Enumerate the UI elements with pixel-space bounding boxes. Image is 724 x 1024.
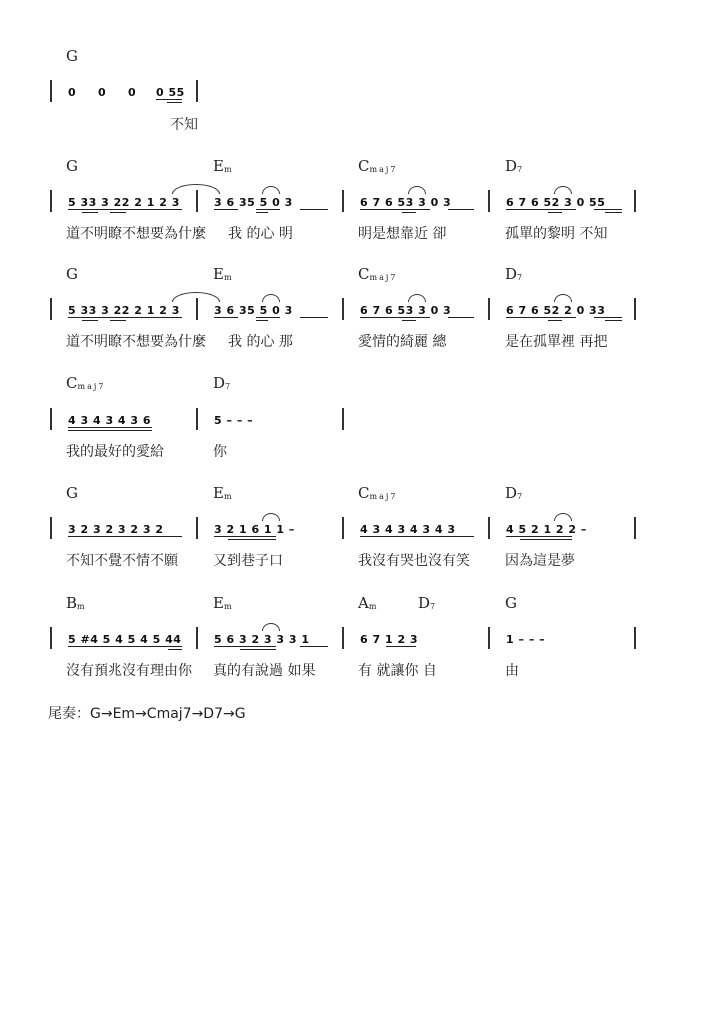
intro-lyric: 不知: [170, 117, 198, 133]
measure-notes: 5 33 3 22 2 1 2 3: [68, 304, 180, 317]
chord-quality: 7: [517, 492, 525, 501]
chord-label: [66, 157, 78, 175]
bar-line: [50, 627, 52, 649]
lyric-line: 明是想靠近 卻: [358, 226, 447, 242]
chord-quality: 7: [225, 382, 233, 391]
measure-notes: 6 7 6 52 2 0 33: [506, 304, 606, 317]
beam: [300, 209, 328, 210]
bar-line: [196, 627, 198, 649]
lyric-line: 沒有預兆沒有理由你: [66, 663, 192, 679]
chord-label: [358, 157, 397, 175]
bar-line: [488, 517, 490, 539]
tie-arc: [408, 294, 426, 302]
intro-note: 0: [98, 86, 107, 99]
measure-notes: 6 7 6 53 3 0 3: [360, 196, 452, 209]
chord-label: [213, 157, 234, 175]
lyric-line: 我 的心 明: [228, 226, 293, 242]
lyric-line: 孤單的黎明 不知: [505, 226, 608, 242]
intro-note: 0: [128, 86, 137, 99]
chord-root: D: [213, 374, 226, 392]
measure-notes: 4 3 4 3 4 3 4 3: [360, 523, 456, 536]
chord-label: [66, 594, 87, 612]
beam: [594, 317, 622, 318]
chord-root: G: [505, 594, 517, 612]
outro-line: 尾奏：G→Em→Cmaj7→D7→G: [48, 706, 246, 722]
chord-root: D: [505, 265, 518, 283]
bar-line: [488, 627, 490, 649]
chord-quality: m: [223, 165, 234, 174]
beam: [156, 99, 182, 100]
chord-label: [213, 374, 232, 392]
tie-arc: [262, 294, 280, 302]
bar-line: [342, 517, 344, 539]
chord-label: [66, 47, 78, 65]
beam: [214, 317, 238, 318]
bar-line: [342, 190, 344, 212]
chord-label: [213, 265, 234, 283]
tie-arc: [262, 623, 280, 631]
measure-notes: 4 5 2 1 2 2 –: [506, 523, 587, 536]
chord-root: E: [213, 265, 224, 283]
bar-line: [488, 298, 490, 320]
chord-quality: m: [368, 602, 379, 611]
chord-label: [213, 594, 234, 612]
bar-line: [50, 190, 52, 212]
beam: [82, 212, 98, 213]
bar-line: [196, 80, 198, 102]
beam: [68, 427, 152, 428]
chord-label: [358, 265, 397, 283]
bar-line: [488, 190, 490, 212]
bar-line: [634, 190, 636, 212]
measure-notes: 5 33 3 22 2 1 2 3: [68, 196, 180, 209]
beam: [68, 536, 182, 537]
measure-notes: 5 6 3 2 3 3 3 1: [214, 633, 310, 646]
lyric-line: 道不明瞭不想要為什麼: [66, 226, 206, 242]
beam: [402, 320, 416, 321]
chord-label: [505, 157, 524, 175]
chord-root: E: [213, 157, 224, 175]
beam: [168, 649, 182, 650]
lyric-line: 不知不覺不情不願: [66, 553, 178, 569]
lyric-line: 是在孤單裡 再把: [505, 334, 608, 350]
bar-line: [50, 517, 52, 539]
beam: [300, 317, 328, 318]
beam: [402, 212, 416, 213]
measure-notes: 5 – – –: [214, 414, 254, 427]
beam: [548, 212, 562, 213]
beam: [167, 102, 182, 103]
beam: [68, 430, 152, 431]
lyric-line: 有 就讓你 自: [358, 663, 437, 679]
lyric-line: 真的有說過 如果: [213, 663, 316, 679]
beam: [506, 536, 572, 537]
beam: [605, 320, 622, 321]
beam: [82, 320, 98, 321]
lyric-line: 我的最好的愛給: [66, 444, 164, 460]
bar-line: [342, 408, 344, 430]
beam: [256, 320, 268, 321]
beam: [68, 646, 182, 647]
beam: [256, 212, 268, 213]
tie-arc: [262, 513, 280, 521]
beam: [110, 320, 126, 321]
chord-quality: m: [223, 602, 234, 611]
beam: [214, 536, 276, 537]
chord-quality: maj7: [77, 382, 106, 391]
chord-root: G: [66, 157, 78, 175]
measure-notes: 6 7 1 2 3: [360, 633, 419, 646]
bar-line: [634, 298, 636, 320]
beam: [300, 646, 328, 647]
chord-root: D: [505, 157, 518, 175]
chord-root: G: [66, 47, 78, 65]
bar-line: [342, 298, 344, 320]
chord-root: A: [358, 594, 369, 612]
chord-root: E: [213, 484, 224, 502]
beam: [360, 536, 474, 537]
chord-root: C: [358, 484, 370, 502]
chord-root: G: [66, 265, 78, 283]
chord-root: C: [358, 157, 370, 175]
chord-quality: 7: [430, 602, 438, 611]
lyric-line: 我沒有哭也沒有笑: [358, 553, 470, 569]
measure-notes: 6 7 6 53 3 0 3: [360, 304, 452, 317]
chord-label: [505, 484, 524, 502]
chord-label: [358, 594, 378, 612]
chord-root: C: [66, 374, 78, 392]
measure-notes: 3 2 1 6 1 1 –: [214, 523, 295, 536]
beam: [214, 646, 276, 647]
beam: [110, 212, 126, 213]
chord-label: [66, 374, 105, 392]
chord-quality: maj7: [369, 492, 398, 501]
tie-arc: [172, 184, 220, 194]
beam: [506, 317, 576, 318]
lyric-line: 道不明瞭不想要為什麼: [66, 334, 206, 350]
tie-arc: [262, 186, 280, 194]
chord-label: [505, 594, 517, 612]
beam: [594, 209, 622, 210]
bar-line: [50, 298, 52, 320]
chord-quality: maj7: [369, 273, 398, 282]
beam: [68, 209, 182, 210]
tie-arc: [408, 186, 426, 194]
lyric-line: 愛情的綺麗 總: [358, 334, 447, 350]
tie-arc: [554, 186, 572, 194]
beam: [548, 320, 562, 321]
measure-notes: 5 #4 5 4 5 4 5 44: [68, 633, 182, 646]
chord-root: C: [358, 265, 370, 283]
beam: [228, 539, 276, 540]
chord-quality: 7: [517, 273, 525, 282]
measure-notes: 4 3 4 3 4 3 6: [68, 414, 152, 427]
lyric-line: 我 的心 那: [228, 334, 293, 350]
chord-label: [66, 484, 78, 502]
lyric-line: 由: [505, 663, 519, 679]
beam: [214, 209, 238, 210]
intro-note: 0 55: [156, 86, 185, 99]
beam: [360, 317, 430, 318]
chord-root: B: [66, 594, 78, 612]
lyric-line: 因為這是夢: [505, 553, 575, 569]
chord-label: [66, 265, 78, 283]
chord-quality: maj7: [369, 165, 398, 174]
bar-line: [50, 80, 52, 102]
beam: [256, 317, 280, 318]
beam: [386, 646, 416, 647]
bar-line: [50, 408, 52, 430]
beam: [448, 209, 474, 210]
beam: [360, 209, 430, 210]
lyric-line: 又到巷子口: [213, 553, 283, 569]
measure-notes: 1 – – –: [506, 633, 546, 646]
beam: [256, 209, 280, 210]
beam: [68, 317, 182, 318]
measure-notes: 3 6 35 5 0 3: [214, 304, 293, 317]
chord-label: [505, 265, 524, 283]
chord-root: G: [66, 484, 78, 502]
bar-line: [634, 517, 636, 539]
chord-quality: 7: [517, 165, 525, 174]
beam: [506, 209, 576, 210]
tie-arc: [554, 513, 572, 521]
bar-line: [342, 627, 344, 649]
chord-quality: m: [223, 273, 234, 282]
beam: [605, 212, 622, 213]
measure-notes: 6 7 6 52 3 0 55: [506, 196, 606, 209]
chord-label: [213, 484, 234, 502]
beam: [520, 539, 572, 540]
chord-root: D: [418, 594, 431, 612]
tie-arc: [172, 292, 220, 302]
chord-root: D: [505, 484, 518, 502]
bar-line: [196, 517, 198, 539]
chord-root: E: [213, 594, 224, 612]
lyric-line: 你: [213, 444, 227, 460]
chord-quality: m: [223, 492, 234, 501]
intro-note: 0: [68, 86, 77, 99]
chord-label: [418, 594, 437, 612]
tie-arc: [554, 294, 572, 302]
beam: [448, 317, 474, 318]
bar-line: [634, 627, 636, 649]
measure-notes: 3 2 3 2 3 2 3 2: [68, 523, 164, 536]
chord-label: [358, 484, 397, 502]
bar-line: [196, 408, 198, 430]
chord-quality: m: [77, 602, 87, 611]
beam: [240, 649, 276, 650]
measure-notes: 3 6 35 5 0 3: [214, 196, 293, 209]
